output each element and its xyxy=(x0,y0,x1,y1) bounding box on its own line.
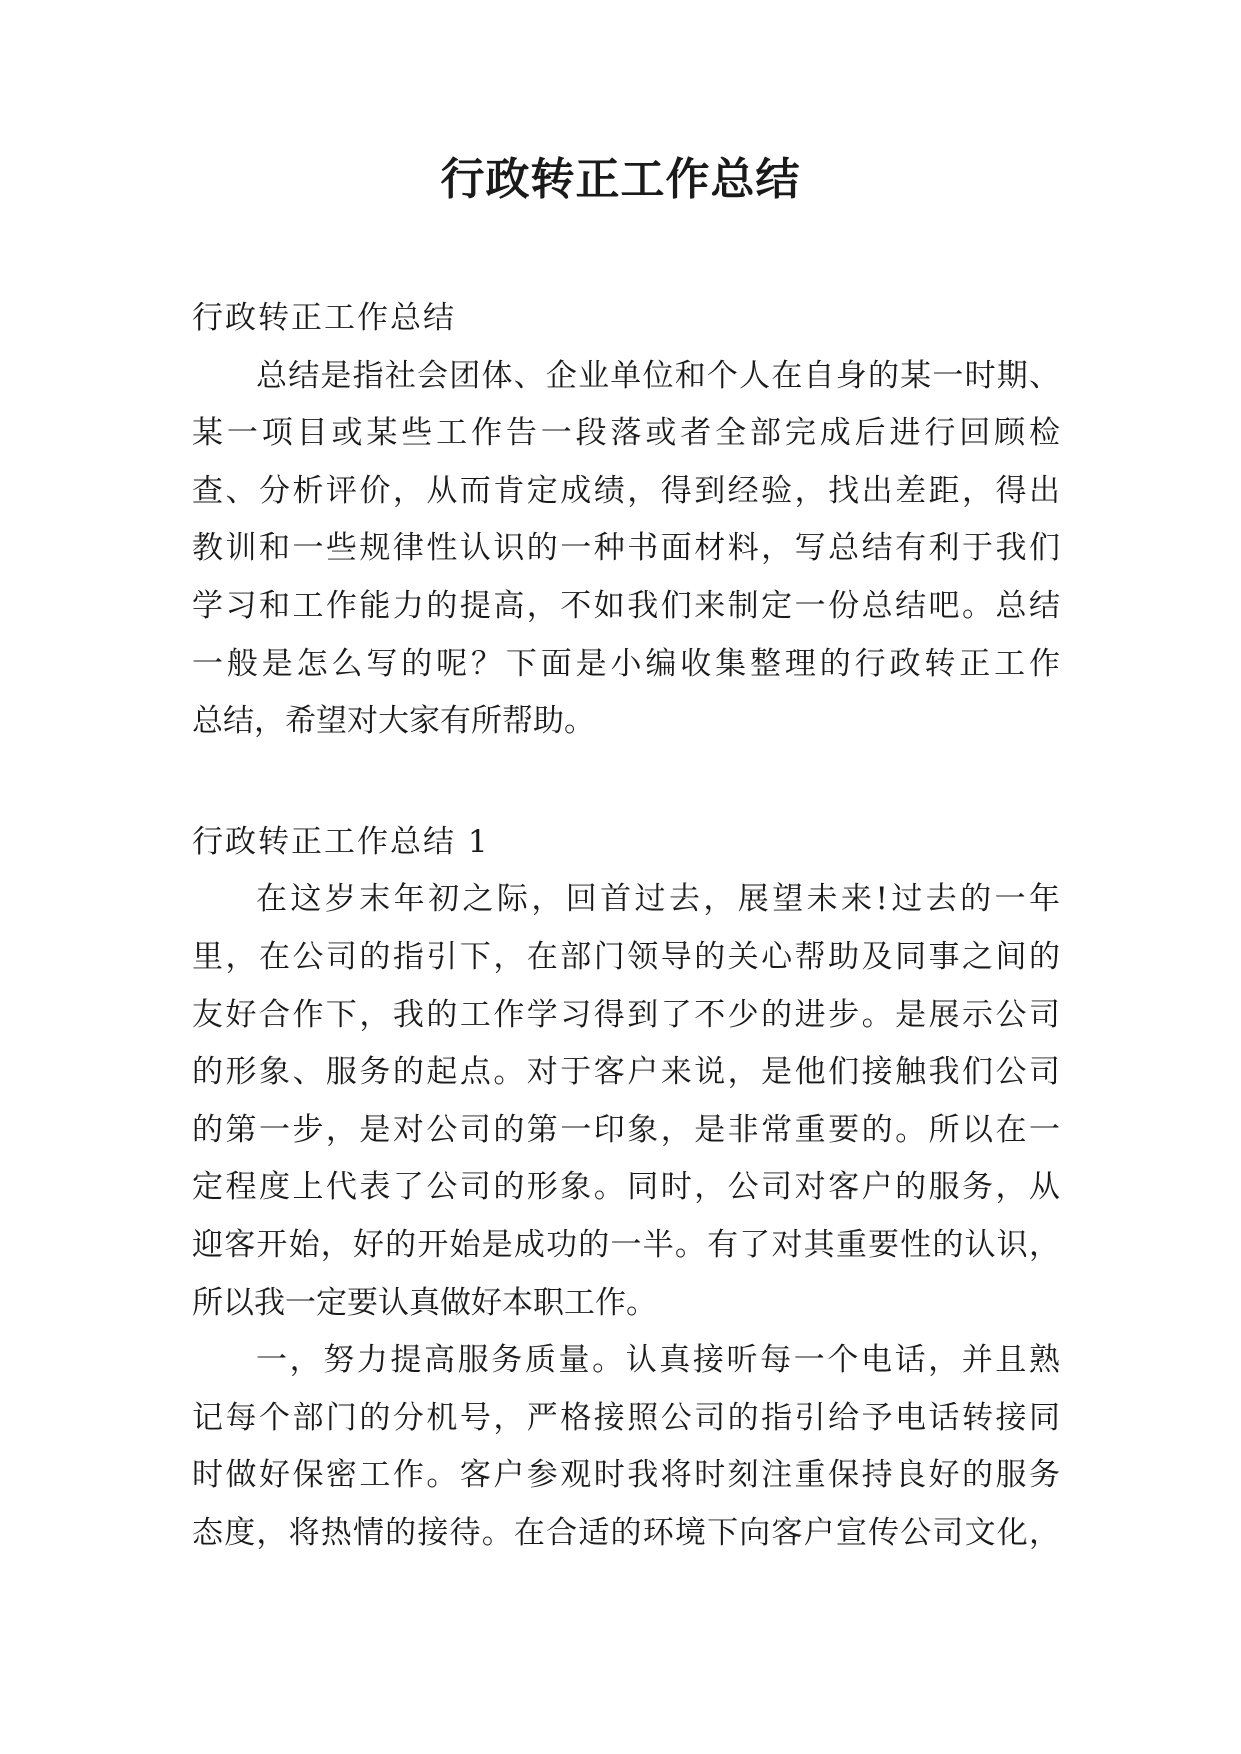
paragraph-line: 总结是指社会团体、企业单位和个人在自身的某一时期、 xyxy=(256,357,1060,394)
paragraph-line: 教训和一些规律性认识的一种书面材料，写总结有利于我们 xyxy=(192,530,1060,567)
paragraph-line: 学习和工作能力的提高，不如我们来制定一份总结吧。总结 xyxy=(192,587,1060,624)
paragraph-line: 友好合作下，我的工作学习得到了不少的进步。是展示公司 xyxy=(192,996,1060,1033)
document-body xyxy=(192,290,1060,1562)
paragraph-line: 查、分析评价，从而肯定成绩，得到经验，找出差距，得出 xyxy=(192,472,1060,509)
paragraph-line: 的形象、服务的起点。对于客户来说，是他们接触我们公司 xyxy=(192,1054,1060,1091)
section1-heading: 行政转正工作总结 1 xyxy=(192,823,490,860)
paragraph-line: 一般是怎么写的呢？下面是小编收集整理的行政转正工作 xyxy=(192,645,1060,682)
document-title: 行政转正工作总结 xyxy=(440,154,801,205)
paragraph-line: 时做好保密工作。客户参观时我将时刻注重保持良好的服务 xyxy=(192,1457,1060,1494)
paragraph-line: 迎客开始，好的开始是成功的一半。有了对其重要性的认识， xyxy=(192,1226,1060,1263)
section1-paragraph-1 xyxy=(192,871,1060,1332)
paragraph-line: 某一项目或某些工作告一段落或者全部完成后进行回顾检 xyxy=(192,415,1060,452)
section-spacer xyxy=(192,751,1060,814)
section1-paragraph-2 xyxy=(192,1332,1060,1562)
intro-paragraph xyxy=(192,348,1060,751)
paragraph-line: 里，在公司的指引下，在部门领导的关心帮助及同事之间的 xyxy=(192,938,1060,975)
paragraph-line: 的第一步，是对公司的第一印象，是非常重要的。所以在一 xyxy=(192,1111,1060,1148)
paragraph-line: 总结，希望对大家有所帮助。 xyxy=(192,703,595,740)
paragraph-line: 所以我一定要认真做好本职工作。 xyxy=(192,1284,657,1321)
paragraph-line: 在这岁末年初之际，回首过去，展望未来!过去的一年 xyxy=(256,881,1060,918)
paragraph-line: 态度，将热情的接待。在合适的环境下向客户宣传公司文化， xyxy=(192,1514,1060,1551)
paragraph-line: 记每个部门的分机号，严格接照公司的指引给予电话转接同 xyxy=(192,1399,1060,1436)
paragraph-line: 定程度上代表了公司的形象。同时，公司对客户的服务，从 xyxy=(192,1169,1060,1206)
paragraph-line: 一，努力提高服务质量。认真接听每一个电话，并且熟 xyxy=(256,1342,1060,1379)
intro-heading: 行政转正工作总结 xyxy=(192,300,456,336)
